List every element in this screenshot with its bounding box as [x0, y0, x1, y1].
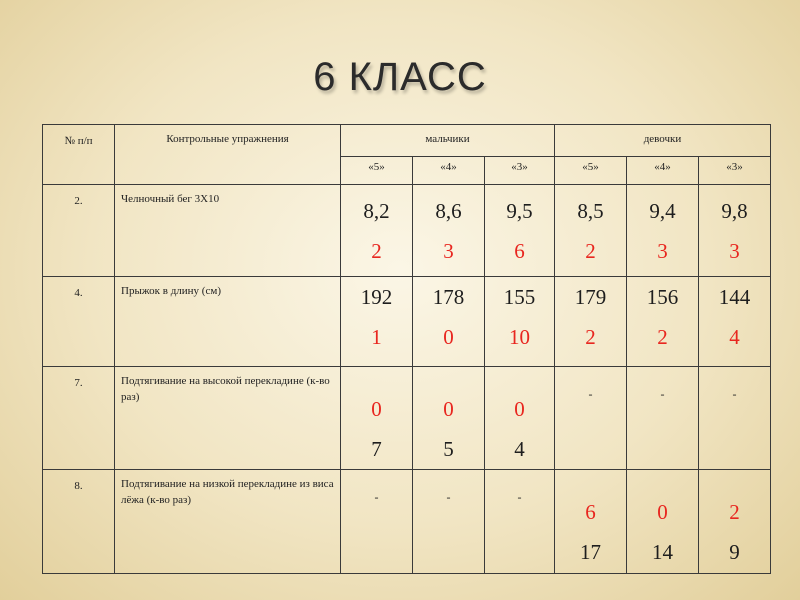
value-cell — [555, 277, 627, 367]
grade-girls-3: «3» — [699, 157, 771, 185]
value-cell — [485, 185, 555, 277]
cell-top: 155 — [503, 285, 536, 309]
value-cell — [699, 470, 771, 574]
cell-top: 0 — [657, 500, 668, 524]
value-cell — [341, 185, 413, 277]
row-num: 8. — [43, 470, 115, 574]
cell-top: 156 — [646, 285, 679, 309]
value-cell — [485, 367, 555, 470]
cell-bottom: 10 — [509, 325, 530, 349]
dash-cell: - — [555, 367, 627, 470]
cell-bottom: 3 — [729, 239, 740, 263]
row-label: Подтягивание на высокой перекладине (к-во раз) — [115, 367, 341, 470]
cell-bottom: 5 — [443, 437, 454, 461]
row-num: 4. — [43, 277, 115, 367]
table-row — [43, 277, 771, 367]
cell-top: 144 — [718, 285, 751, 309]
value-cell — [341, 277, 413, 367]
value-cell — [341, 367, 413, 470]
cell-top: 6 — [585, 500, 596, 524]
results-table — [42, 124, 771, 574]
cell-top: 8,6 — [435, 199, 462, 223]
value-cell — [413, 185, 485, 277]
cell-bottom: 17 — [580, 540, 601, 564]
table-row — [43, 470, 771, 574]
cell-top: 9,8 — [721, 199, 748, 223]
cell-bottom: 2 — [371, 239, 382, 263]
value-cell — [413, 277, 485, 367]
value-cell — [413, 367, 485, 470]
dash-cell: - — [699, 367, 771, 470]
value-cell — [485, 277, 555, 367]
cell-bottom: 4 — [729, 325, 740, 349]
grade-girls-5: «5» — [555, 157, 627, 185]
row-label: Прыжок в длину (см) — [115, 277, 341, 367]
value-cell — [627, 185, 699, 277]
slide-title: 6 КЛАСС — [313, 55, 487, 99]
value-cell — [627, 277, 699, 367]
value-cell — [699, 277, 771, 367]
cell-top: 8,5 — [577, 199, 604, 223]
grade-boys-5: «5» — [341, 157, 413, 185]
cell-top: 9,5 — [506, 199, 533, 223]
row-num: 2. — [43, 185, 115, 277]
cell-bottom: 2 — [585, 325, 596, 349]
cell-bottom: 7 — [371, 437, 382, 461]
cell-bottom: 6 — [514, 239, 525, 263]
table-row — [43, 185, 771, 277]
cell-bottom: 14 — [652, 540, 673, 564]
table-row — [43, 367, 771, 470]
header-num: № п/п — [43, 125, 115, 185]
cell-top: 9,4 — [649, 199, 676, 223]
cell-top: 179 — [574, 285, 607, 309]
row-num: 7. — [43, 367, 115, 470]
cell-bottom: 2 — [657, 325, 668, 349]
dash-cell: - — [627, 367, 699, 470]
value-cell — [555, 470, 627, 574]
cell-top: 8,2 — [363, 199, 390, 223]
grade-boys-3: «3» — [485, 157, 555, 185]
cell-bottom: 3 — [443, 239, 454, 263]
cell-bottom: 1 — [371, 325, 382, 349]
header-exercise: Контрольные упражнения — [115, 125, 341, 185]
cell-top: 0 — [371, 397, 382, 421]
value-cell — [627, 470, 699, 574]
cell-bottom: 2 — [585, 239, 596, 263]
grade-boys-4: «4» — [413, 157, 485, 185]
cell-bottom: 9 — [729, 540, 740, 564]
dash-cell: - — [413, 470, 485, 574]
cell-top: 178 — [432, 285, 465, 309]
row-label: Подтягивание на низкой перекладине из виса лёжа (к-во раз) — [115, 470, 341, 574]
dash-cell: - — [341, 470, 413, 574]
cell-top: 192 — [360, 285, 393, 309]
cell-top: 0 — [514, 397, 525, 421]
header-row — [43, 125, 771, 157]
cell-top: 0 — [443, 397, 454, 421]
cell-bottom: 3 — [657, 239, 668, 263]
cell-bottom: 4 — [514, 437, 525, 461]
value-cell — [555, 185, 627, 277]
header-boys: мальчики — [341, 125, 555, 157]
row-label: Челночный бег 3Х10 — [115, 185, 341, 277]
header-girls: девочки — [555, 125, 771, 157]
grade-girls-4: «4» — [627, 157, 699, 185]
dash-cell: - — [485, 470, 555, 574]
cell-top: 2 — [729, 500, 740, 524]
cell-bottom: 0 — [443, 325, 454, 349]
value-cell — [699, 185, 771, 277]
